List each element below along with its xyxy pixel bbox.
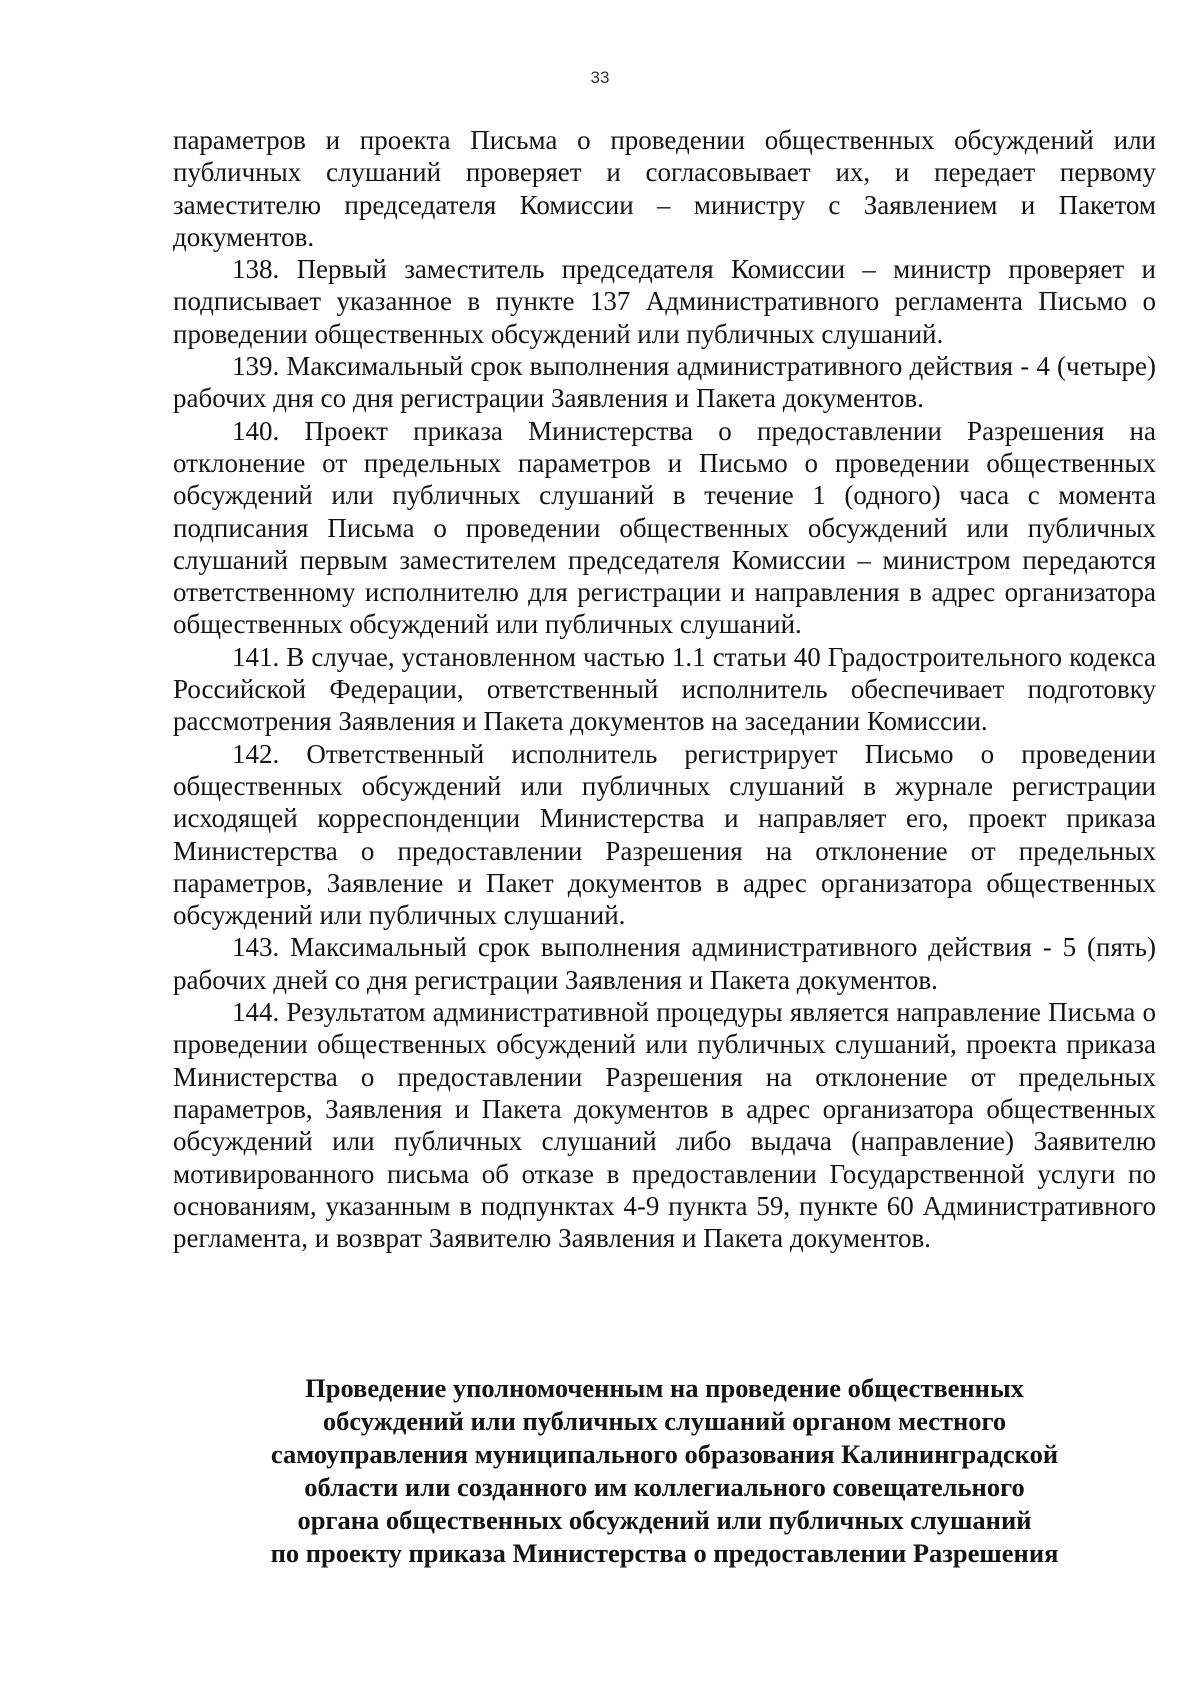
heading-line: органа общественных обсуждений или публичных слушаний (297, 1505, 1032, 1535)
continuation-paragraph: параметров и проекта Письма о проведении общественных обсуждений или публичных слушаний проверяет и согласовывает их, и передает первому заместителю председателя Комиссии – министру с Заявлением и Пакетом документов. (173, 125, 1156, 252)
heading-line: области или созданного им коллегиального совещательного (304, 1472, 1025, 1502)
heading-line: самоуправления муниципального образования Калининградской (270, 1439, 1059, 1469)
paragraph-140: 140. Проект приказа Министерства о предоставлении Разрешения на отклонение от предельных параметров и Письмо о проведении общественных обсуждений или публичных слушаний в течение 1 (одного) часа с момента подписания Письма о проведении общественных обсуждений или публичных слушаний первым заместителем председателя Комиссии – министром передаются ответственному исполнителю для регистрации и направления в адрес организатора общественных обсуждений или публичных слушаний. (173, 415, 1156, 640)
paragraph-138: 138. Первый заместитель председателя Комиссии – министр проверяет и подписывает указанное в пункте 137 Административного регламента Письмо о проведении общественных обсуждений или публичных слушаний. (173, 254, 1156, 349)
section-heading (173, 1372, 1156, 1570)
heading-line: Проведение уполномоченным на проведение общественных (305, 1373, 1024, 1403)
paragraph-139: 139. Максимальный срок выполнения административного действия - 4 (четыре) рабочих дня со дня регистрации Заявления и Пакета документов. (173, 351, 1156, 414)
heading-line: обсуждений или публичных слушаний органом местного (322, 1406, 1007, 1436)
body-text (173, 124, 1156, 1254)
paragraph-144: 144. Результатом административной процедуры является направление Письма о проведении общественных обсуждений или публичных слушаний, проекта приказа Министерства о предоставлении Разрешения на отклонение от предельных параметров, Заявления и Пакета документов в адрес организатора общественных обсуждений или публичных слушаний либо выдача (направление) Заявителю мотивированного письма об отказе в предоставлении Государственной услуги по основаниям, указанным в подпунктах 4-9 пункта 59, пункте 60 Административного регламента, и возврат Заявителю Заявления и Пакета документов. (173, 997, 1156, 1254)
paragraph-143: 143. Максимальный срок выполнения административного действия - 5 (пять) рабочих дней со дня регистрации Заявления и Пакета документов. (173, 932, 1156, 995)
paragraph-141: 141. В случае, установленном частью 1.1 статьи 40 Градостроительного кодекса Российской Федерации, ответственный исполнитель обеспечивает подготовку рассмотрения Заявления и Пакета документов на заседании Комиссии. (173, 641, 1156, 737)
paragraph-142: 142. Ответственный исполнитель регистрирует Письмо о проведении общественных обсуждений или публичных слушаний в журнале регистрации исходящей корреспонденции Министерства и направляет его, проект приказа Министерства о предоставлении Разрешения на отклонение от предельных параметров, Заявление и Пакет документов в адрес организатора общественных обсуждений или публичных слушаний. (173, 738, 1156, 931)
page-number: 33 (590, 68, 610, 87)
heading-line: по проекту приказа Министерства о предоставлении Разрешения (270, 1538, 1059, 1568)
